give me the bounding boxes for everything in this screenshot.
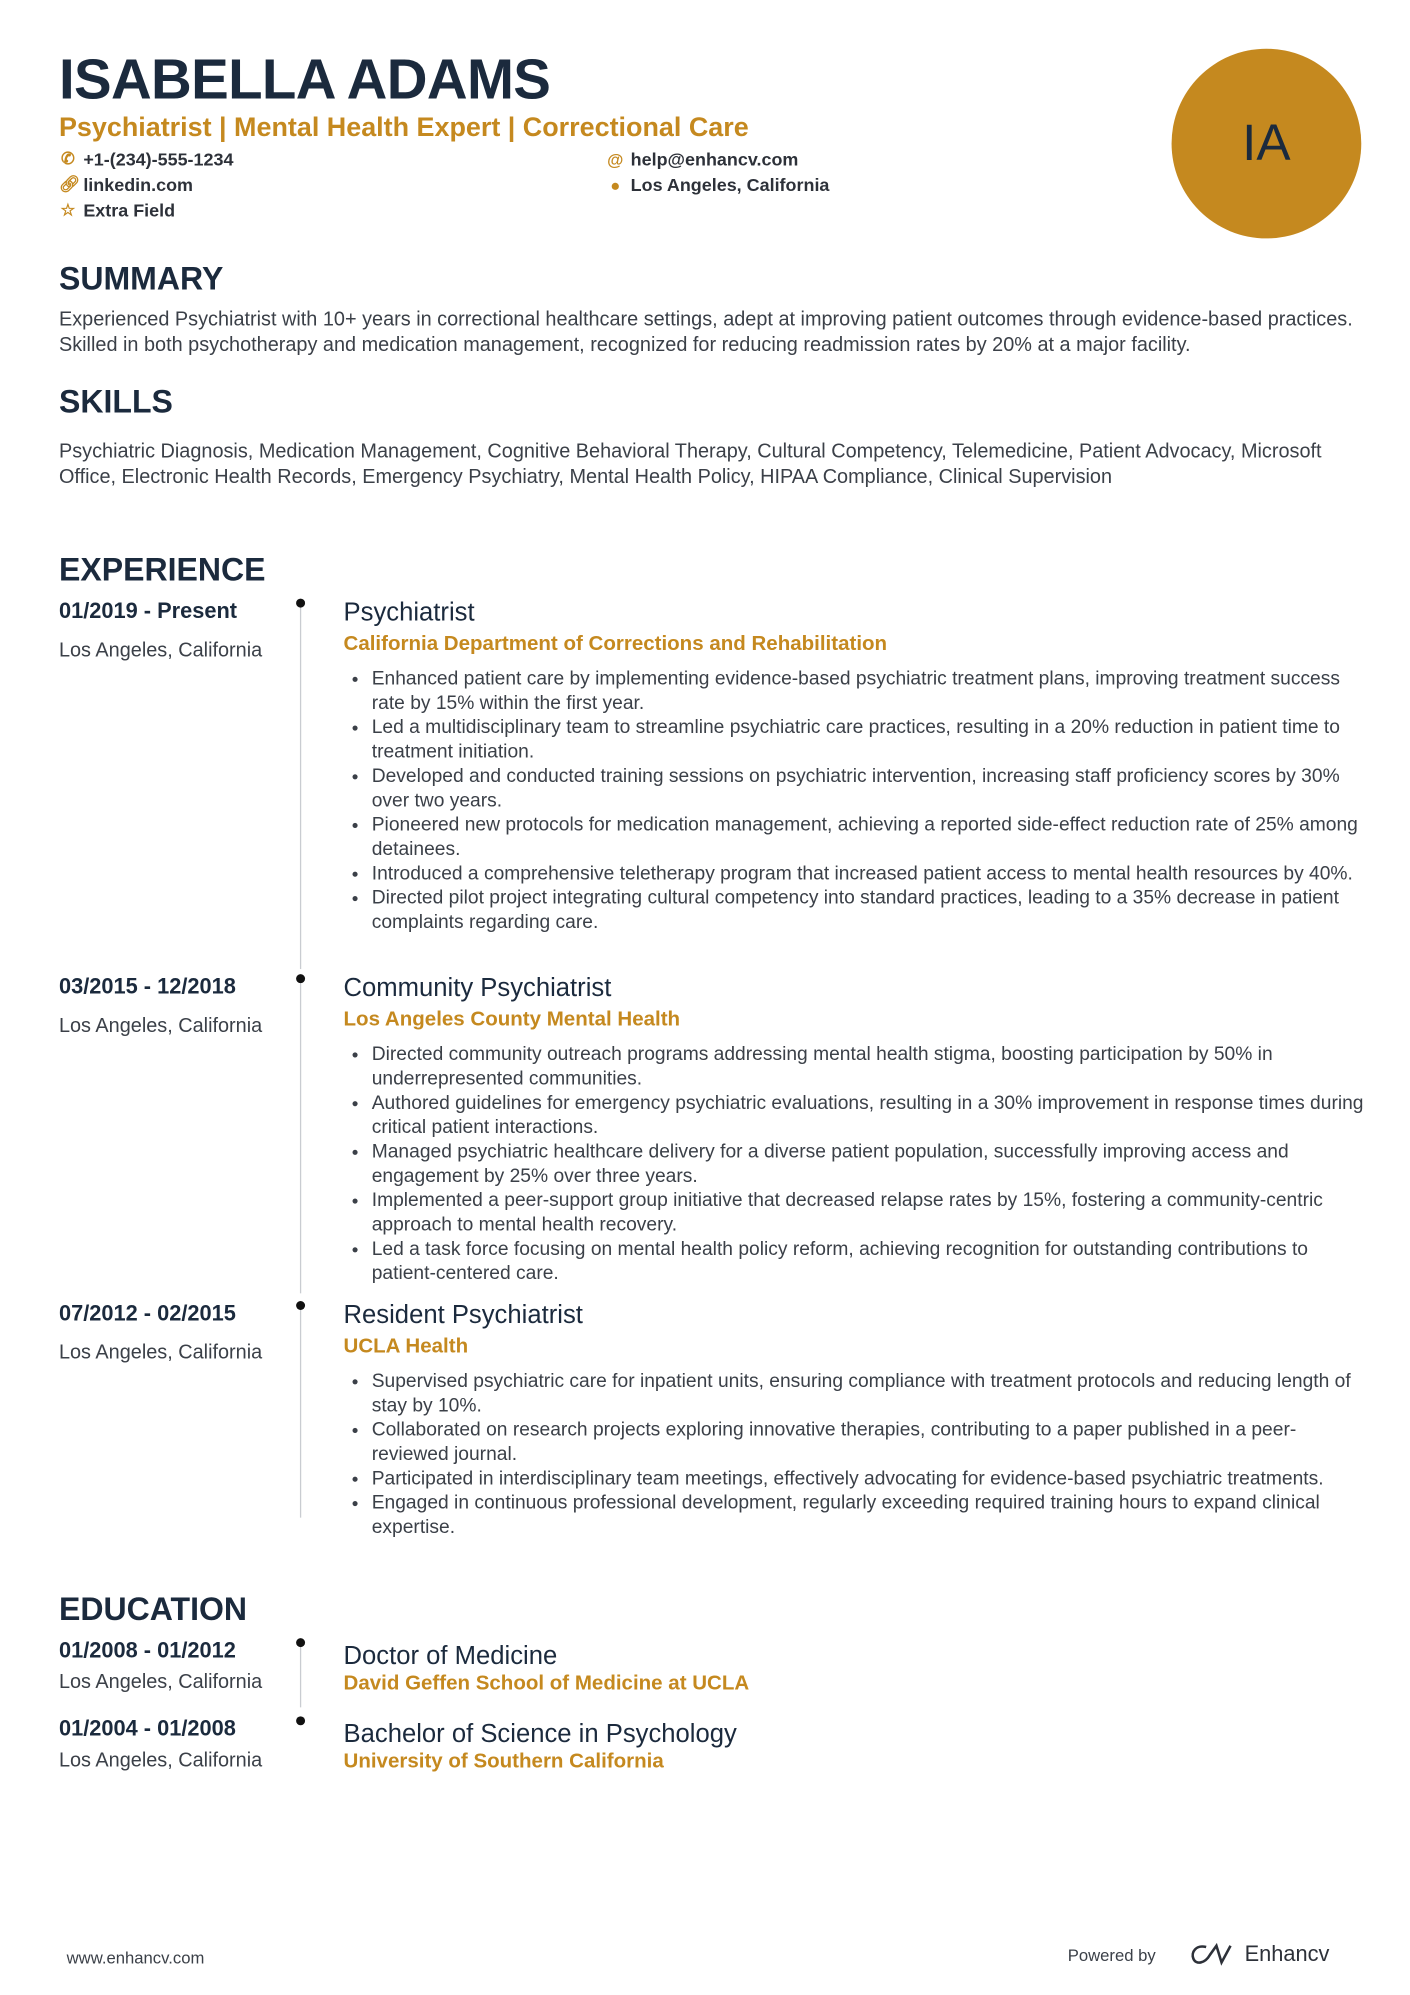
job-date: 03/2015 - 12/2018: [58, 974, 236, 999]
education-heading: EDUCATION: [58, 1591, 248, 1628]
timeline-dot: [296, 974, 305, 983]
job-bullet: • Directed community outreach programs addressing mental health stigma, boosting participation by 50% in underrepresented communities.: [372, 1042, 1369, 1091]
linkedin-link[interactable]: linkedin.com: [83, 174, 194, 195]
contact-phone: [59, 149, 234, 170]
job-date: 01/2019 - Present: [58, 598, 238, 623]
edu-date: 01/2008 - 01/2012: [58, 1638, 236, 1663]
contact-linkedin[interactable]: [59, 174, 193, 195]
job-title: Resident Psychiatrist: [343, 1301, 583, 1330]
extra-text: Extra Field: [83, 199, 176, 221]
edu-date: 01/2004 - 01/2008: [58, 1716, 236, 1741]
footer-powered-by: Powered by: [1067, 1945, 1156, 1965]
timeline-line: [300, 1306, 301, 1517]
link-icon: 🔗︎: [58, 174, 81, 194]
job-title: Psychiatrist: [343, 598, 475, 627]
edu-location: Los Angeles, California: [58, 1749, 263, 1772]
job-location: Los Angeles, California: [58, 639, 263, 662]
edu-degree: Bachelor of Science in Psychology: [343, 1720, 737, 1749]
experience-heading: EXPERIENCE: [58, 552, 266, 589]
contact-location: [606, 174, 829, 195]
timeline-dot: [296, 1638, 305, 1647]
job-bullet: • Authored guidelines for emergency psychiatric evaluations, resulting in a 30% improvement in response times during critical patient interactions.: [372, 1091, 1369, 1140]
job-title: Community Psychiatrist: [343, 974, 612, 1003]
job-bullets: [344, 1369, 1369, 1539]
avatar-initials: IA: [1242, 114, 1291, 172]
job-bullet: • Engaged in continuous professional development, regularly exceeding required training hours to expand clinical expertise.: [372, 1491, 1369, 1540]
at-icon: @: [607, 149, 624, 169]
location-icon: ●: [610, 174, 621, 195]
star-icon: ☆: [60, 199, 76, 220]
timeline-dot: [296, 599, 305, 608]
job-bullets: [344, 1042, 1369, 1286]
phone-icon: ✆: [60, 148, 75, 168]
contact-extra: [59, 200, 175, 221]
job-bullet: • Collaborated on research projects exploring innovative therapies, contributing to a paper published in a peer-reviewed journal.: [372, 1418, 1369, 1467]
email-link[interactable]: help@enhancv.com: [630, 148, 799, 170]
enhancv-logo-icon: [1188, 1942, 1237, 1968]
edu-school: University of Southern California: [343, 1750, 664, 1773]
avatar: [1172, 49, 1362, 239]
edu-location: Los Angeles, California: [58, 1671, 263, 1694]
job-date: 07/2012 - 02/2015: [58, 1301, 236, 1326]
enhancv-brand: Enhancv: [1244, 1941, 1330, 1967]
edu-school: David Geffen School of Medicine at UCLA: [343, 1672, 750, 1695]
contact-email[interactable]: [606, 149, 798, 170]
timeline-dot: [296, 1716, 305, 1725]
job-bullet: • Managed psychiatric healthcare delivery for a diverse patient population, successfully improving access and engagement by 25% over three years.: [372, 1140, 1369, 1189]
job-company: Los Angeles County Mental Health: [343, 1008, 681, 1031]
job-bullet: • Pioneered new protocols for medication management, achieving a reported side-effect reduction rate of 25% among detainees.: [372, 813, 1369, 862]
job-company: UCLA Health: [343, 1335, 469, 1358]
job-bullet: • Implemented a peer-support group initiative that decreased relapse rates by 15%, fostering a community-centric approach to mental health recovery.: [372, 1188, 1369, 1237]
job-bullet: • Supervised psychiatric care for inpatient units, ensuring compliance with treatment protocols and reducing length of stay by 10%.: [372, 1369, 1369, 1418]
job-bullet: • Introduced a comprehensive teletherapy program that increased patient access to mental health resources by 40%.: [372, 861, 1369, 885]
edu-degree: Doctor of Medicine: [343, 1641, 558, 1671]
skills-heading: SKILLS: [58, 384, 173, 421]
candidate-name: ISABELLA ADAMS: [58, 48, 551, 112]
job-bullet: • Directed pilot project integrating cultural competency into standard practices, leading to a 35% decrease in patient complaints regarding care.: [372, 886, 1369, 935]
job-bullets: [344, 667, 1369, 935]
job-bullet: • Developed and conducted training sessions on psychiatric intervention, increasing staff proficiency scores by 30% over two years.: [372, 764, 1369, 813]
job-bullet: • Participated in interdisciplinary team meetings, effectively advocating for evidence-based psychiatric treatments.: [372, 1466, 1369, 1490]
location-text: Los Angeles, California: [630, 174, 830, 195]
timeline-line: [300, 979, 301, 1293]
job-location: Los Angeles, California: [58, 1015, 263, 1037]
enhancv-logo: [1188, 1942, 1329, 1968]
job-bullet: • Led a multidisciplinary team to streamline psychiatric care practices, resulting in a 20% reduction in patient time to treatment initiation.: [372, 715, 1369, 764]
timeline-line: [300, 604, 301, 969]
timeline-dot: [296, 1301, 305, 1310]
summary-heading: SUMMARY: [58, 261, 224, 298]
phone-text: +1-(234)-555-1234: [83, 148, 234, 170]
job-bullet: • Led a task force focusing on mental health policy reform, achieving recognition for outstanding contributions to patient-centered care.: [372, 1237, 1369, 1286]
summary-text: Experienced Psychiatrist with 10+ years in correctional healthcare settings, adept at improving patient outcomes through evidence-based practices. Skilled in both psychotherapy and medication management, recognized for reducing readmission rates by 20% at a major facility.: [58, 308, 1353, 356]
job-company: California Department of Corrections and Rehabilitation: [343, 633, 888, 655]
footer-website[interactable]: www.enhancv.com: [66, 1948, 205, 1968]
candidate-subtitle: Psychiatrist | Mental Health Expert | Correctional Care: [58, 112, 749, 143]
job-location: Los Angeles, California: [58, 1342, 263, 1364]
job-bullet: • Enhanced patient care by implementing evidence-based psychiatric treatment plans, improving treatment success rate by 15% within the first year.: [372, 667, 1369, 716]
timeline-line: [300, 1643, 301, 1707]
skills-text: Psychiatric Diagnosis, Medication Management, Cognitive Behavioral Therapy, Cultural Competency, Telemedicine, Patient Advocacy, Microsoft Office, Electronic Health Records, Emergency Psychiatry, Mental Health Policy, HIPAA Compliance, Clinical Supervision: [58, 440, 1322, 489]
